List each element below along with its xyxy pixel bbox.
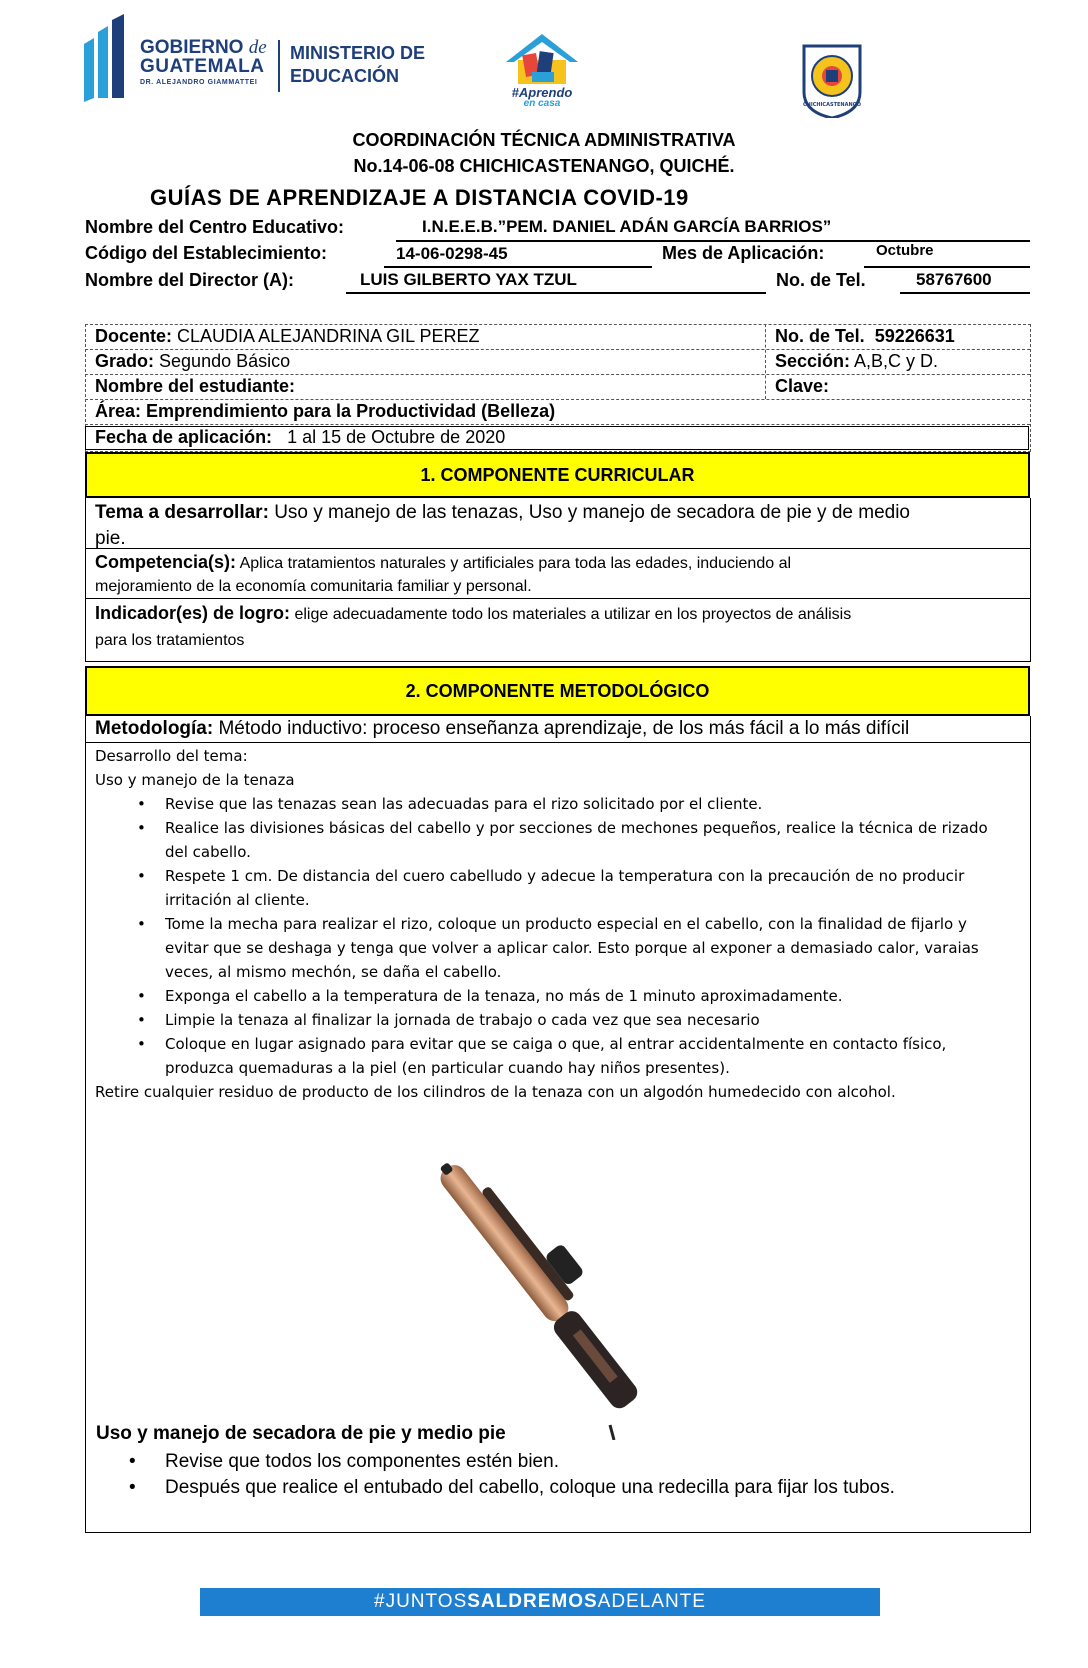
list-item: • Después que realice el entubado del cabello, coloque una redecilla para fijar los tubos. [95,1475,1025,1501]
ministerio-line1: MINISTERIO DE [290,43,426,63]
bullet-icon: • [137,795,146,813]
gobierno-logo-text [140,38,267,86]
director-underline [346,292,766,294]
centro-underline [396,240,1030,242]
house-book-icon [502,32,582,84]
clave-label: Clave: [775,376,830,396]
indicador-line2: para los tratamientos [95,632,245,649]
bullet-icon: • [137,867,146,885]
mes-label: Mes de Aplicación: [662,243,825,263]
metodologia-label: Metodología: [95,718,214,739]
bullet-icon: • [129,1477,136,1498]
doc-tel-value: 59226631 [874,326,955,346]
ministerio-line2: EDUCACIÓN [290,65,400,86]
codigo-underline [384,266,652,268]
mes-underline [864,266,1030,268]
ministerio-logo-text [290,42,425,87]
competencia-label: Competencia(s): [95,552,237,572]
metodologia-value: Método inductivo: proceso enseñanza aprendizaje, de los más fácil a lo más difícil [218,718,910,739]
hashtag-part-saldremos: SALDREMOS [467,1591,598,1612]
list-item: • Respete 1 cm. De distancia del cuero cabelludo y adecue la temperatura con la precaución de no producir irritación al cliente. [95,864,1025,912]
indicador-line1: elige adecuadamente todo los materiales a utilizar en los proyectos de análisis [294,606,852,623]
guatemala-word: GUATEMALA [140,56,265,77]
row-divider-2 [85,374,1030,375]
indicador-block [95,600,1020,654]
grado-value: Segundo Básico [159,351,291,371]
bullet-icon: • [129,1451,136,1472]
curling-iron-image [400,1140,700,1440]
row-divider-1 [85,349,1030,350]
secadora-title: Uso y manejo de secadora de pie y medio pie [96,1423,506,1444]
seccion-label: Sección: [775,351,851,371]
docente-label: Docente: [95,326,173,346]
area-text: Área: Emprendimiento para la Productividad (Belleza) [95,401,556,421]
director-label: Nombre del Director (A): [85,270,295,290]
footer-hashtag-banner [200,1588,880,1616]
row-divider-3 [85,399,1030,400]
guias-title: GUÍAS DE APRENDIZAJE A DISTANCIA COVID-19 [150,185,689,210]
bullet-icon: • [137,915,146,933]
fecha-value: 1 al 15 de Octubre de 2020 [287,427,506,447]
coordinacion-title: COORDINACIÓN TÉCNICA ADMINISTRATIVA [352,130,736,150]
hashtag-part-juntos: #JUNTOS [374,1591,468,1612]
gobierno-word: GOBIERNO [140,37,244,58]
list-item: • Revise que todos los componentes estén bien. [95,1449,1025,1475]
hashtag-part-adelante: ADELANTE [597,1591,706,1612]
bullet-icon: • [137,1035,146,1053]
list-item: • Realice las divisiones básicas del cabello y por secciones de mechones pequeños, realice la técnica de rizado del cabello. [95,816,1025,864]
codigo-value: 14-06-0298-45 [396,244,508,263]
logo-separator [278,40,280,92]
list-item: • Coloque en lugar asignado para evitar que se caiga o que, al entrar accidentalmente en contacto físico, produzca quemaduras a la piel (en particular cuando hay niños presentes). [95,1032,1025,1080]
list-item: • Tome la mecha para realizar el rizo, coloque un producto especial en el cabello, con la finalidad de fijarlo y evitar que se deshaga y tenga que volver a aplicar calor. Esto porque al exponer a demasiado calor, varaias veces, al mismo mechón, se daña el cabello. [95,912,1025,984]
aprendo-line2: en casa [523,97,561,109]
tema-block [95,500,1020,552]
list-item: • Exponga el cabello a la temperatura de la tenaza, no más de 1 minuto aproximadamente. [95,984,1025,1008]
curricular-divider-2 [85,598,1030,599]
grado-label: Grado: [95,351,155,371]
district-title: No.14-06-08 CHICHICASTENANGO, QUICHÉ. [353,156,735,176]
tel-value: 58767600 [916,270,992,289]
retire-text: Retire cualquier residuo de producto de los cilindros de la tenaza con un algodón humedecido con alcohol. [95,1083,896,1101]
fecha-label: Fecha de aplicación: [95,427,273,447]
school-seal-icon [800,42,864,118]
tema-label: Tema a desarrollar: [95,502,269,523]
competencia-line2: mejoramiento de la economía comunitaria familiar y personal. [95,578,532,595]
tenaza-bullet-list [95,792,1025,1080]
column-divider [765,324,766,399]
school-seal-text: CHICHICASTENANGO [803,102,861,108]
centro-value: I.N.E.E.B.”PEM. DANIEL ADÁN GARCÍA BARRIOS” [422,217,832,236]
tema-line1: Uso y manejo de las tenazas, Uso y manejo de secadora de pie y de medio [274,502,910,523]
director-value: LUIS GILBERTO YAX TZUL [360,270,577,289]
desarrollo-heading: Desarrollo del tema: [95,747,248,765]
docente-value: CLAUDIA ALEJANDRINA GIL PEREZ [177,326,480,346]
codigo-label: Código del Establecimiento: [85,243,328,263]
gobierno-logo-bars-icon [84,14,126,102]
centro-label: Nombre del Centro Educativo: [85,217,345,237]
aprendo-line1: #Aprendo [511,85,573,100]
metodologia-divider [85,742,1030,743]
list-item: • Limpie la tenaza al finalizar la jornada de trabajo o cada vez que sea necesario [95,1008,1025,1032]
componente-curricular-header: 1. COMPONENTE CURRICULAR [85,452,1030,498]
desarrollo-section [95,744,1025,1104]
tenaza-subtitle: Uso y manejo de la tenaza [95,771,295,789]
mes-value: Octubre [876,242,934,259]
bullet-icon: • [137,987,146,1005]
seccion-value: A,B,C y D. [854,351,939,371]
secadora-bullet-list [95,1449,1025,1501]
competencia-block [95,551,1020,598]
tema-line2: pie. [95,528,126,549]
list-item: • Revise que las tenazas sean las adecuadas para el rizo solicitado por el cliente. [95,792,1025,816]
metodologia-line [95,718,909,740]
gobierno-de: de [248,37,267,58]
componente-metodologico-header: 2. COMPONENTE METODOLÓGICO [85,666,1030,716]
president-name: DR. ALEJANDRO GIAMMATTEI [140,79,258,86]
tel-label: No. de Tel. [776,270,866,290]
indicador-label: Indicador(es) de logro: [95,603,291,623]
bullet-icon: • [137,819,146,837]
tel-underline [900,292,1030,294]
doc-tel-label: No. de Tel. [775,326,865,346]
estudiante-label: Nombre del estudiante: [95,376,296,396]
bullet-icon: • [137,1011,146,1029]
competencia-line1: Aplica tratamientos naturales y artificiales para toda las edades, induciendo al [239,555,792,572]
row-divider-4 [85,424,1030,425]
aprendo-en-casa-logo [502,32,582,109]
